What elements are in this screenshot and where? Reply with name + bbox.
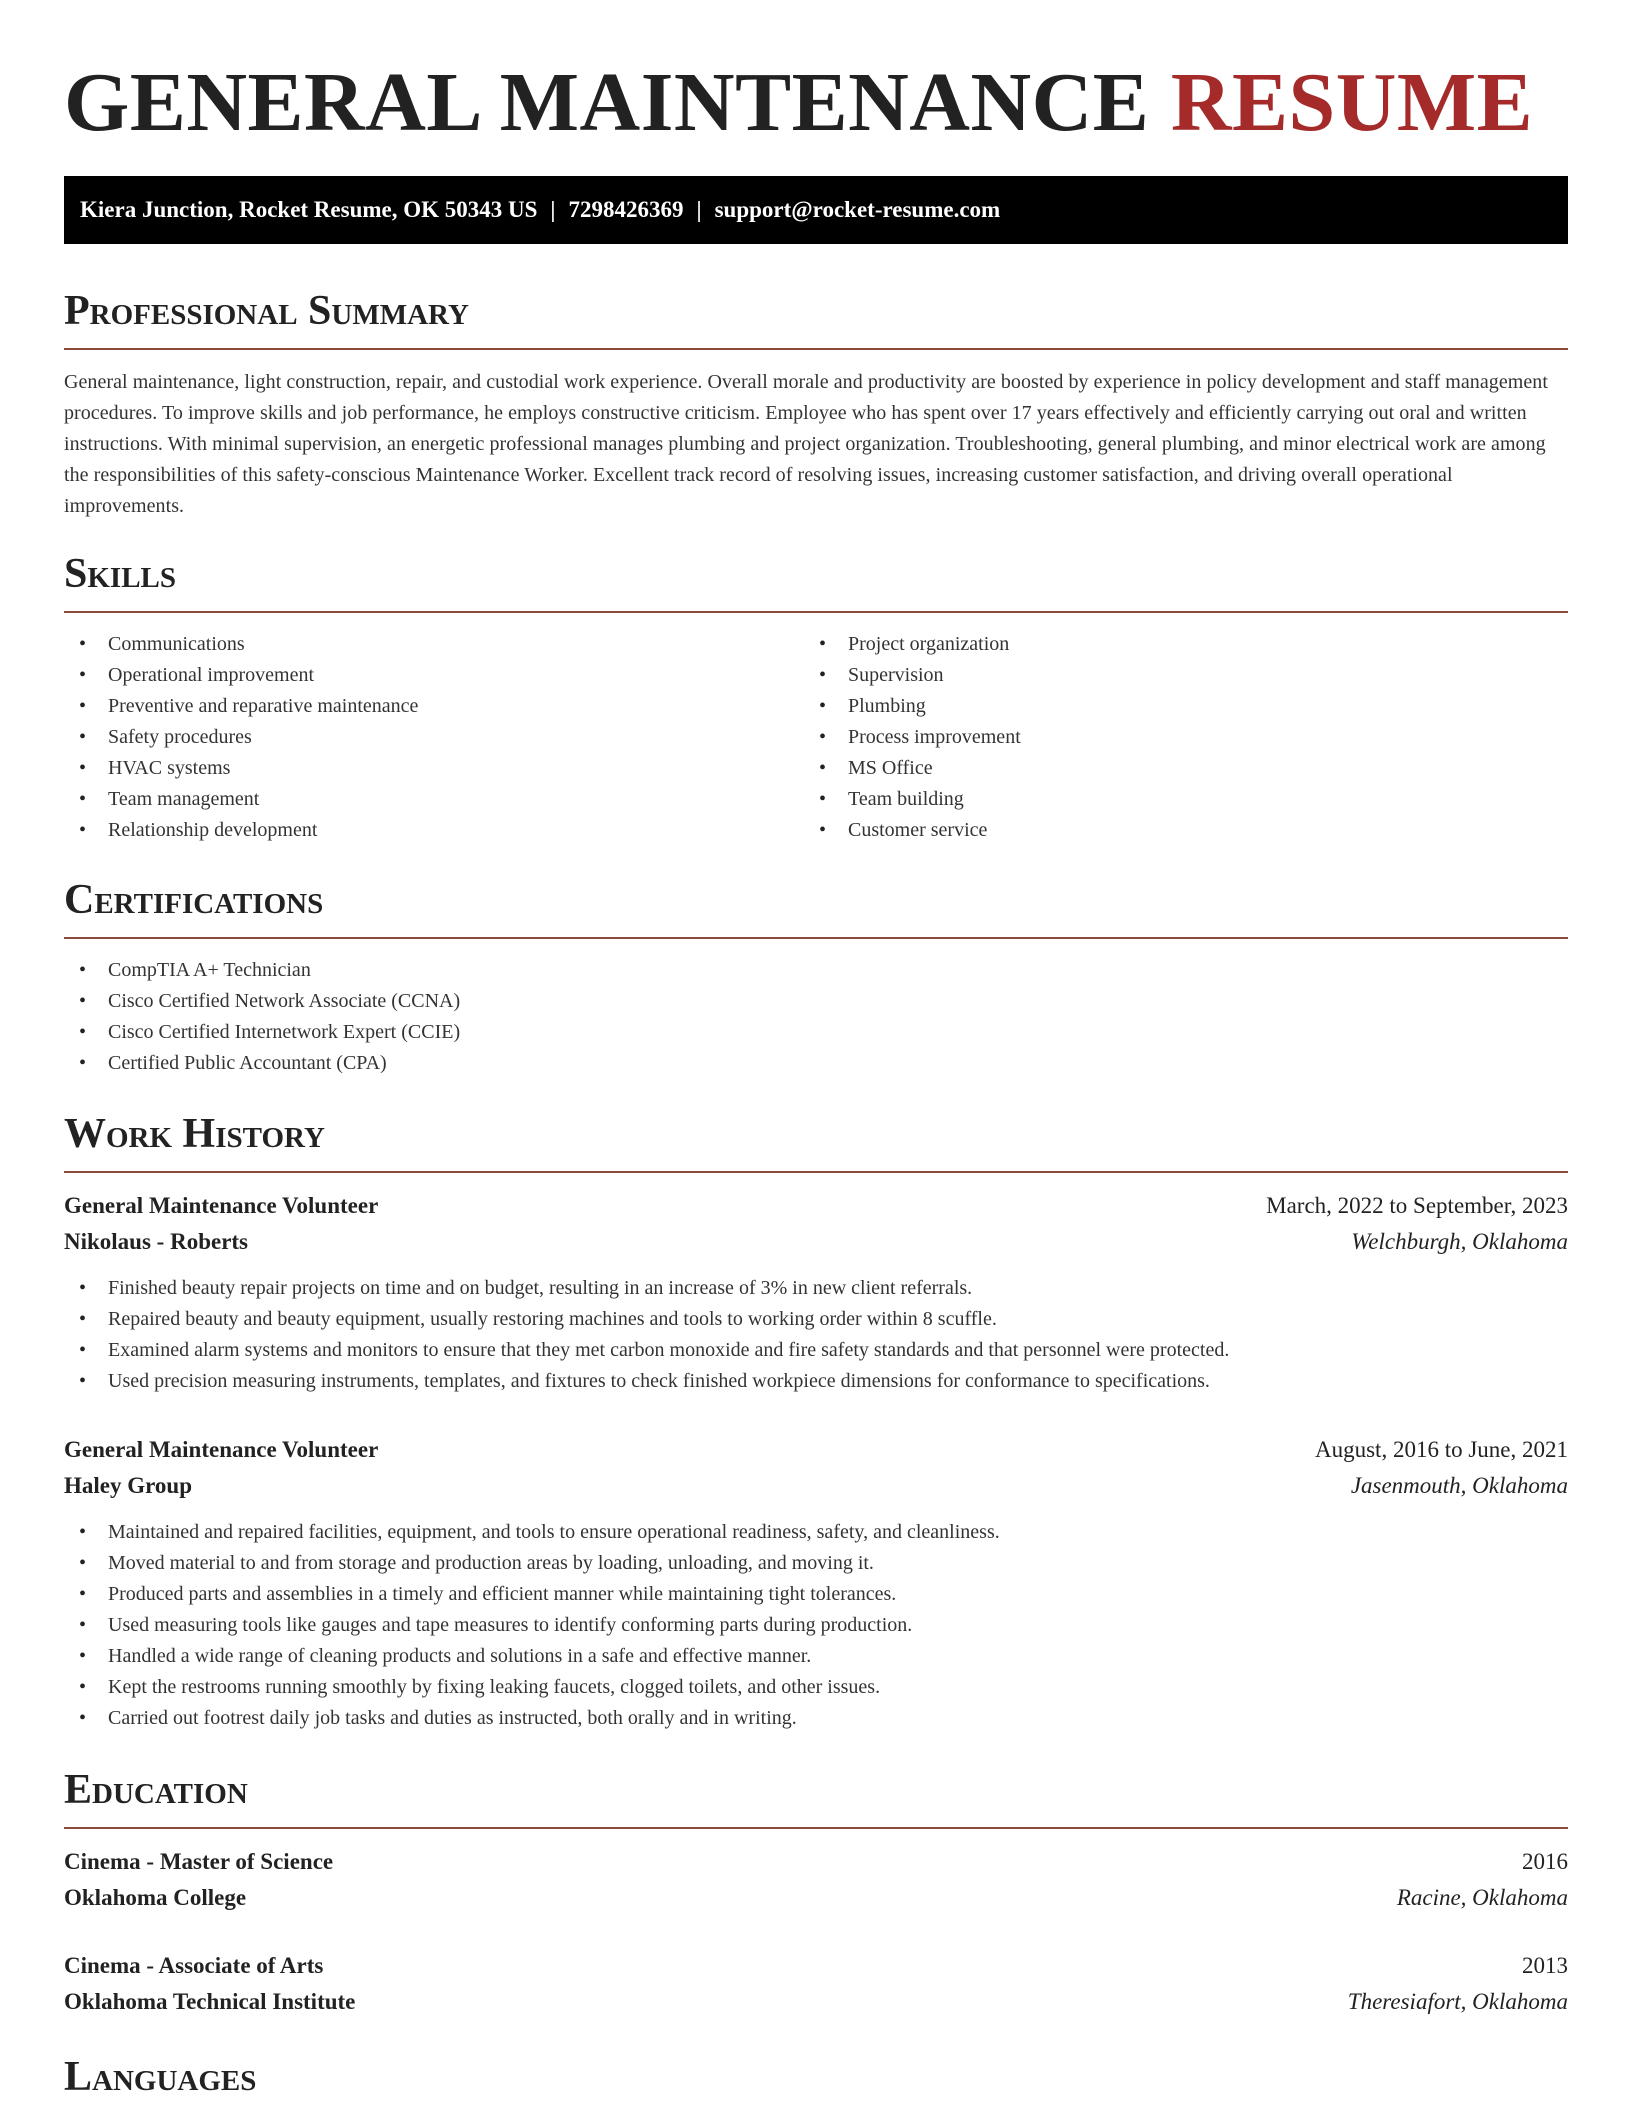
contact-separator: | — [696, 197, 702, 222]
job-duty: • Used measuring tools like gauges and tape measures to identify conforming parts during production. — [64, 1610, 1568, 1641]
contact-phone: 7298426369 — [568, 197, 684, 222]
education-degree: Cinema - Master of Science — [64, 1849, 334, 1874]
skill-item: • Team building — [804, 784, 1544, 815]
job-header-row — [64, 1432, 1568, 1468]
skill-item: • Plumbing — [804, 691, 1544, 722]
job-duty: • Finished beauty repair projects on time and on budget, resulting in an increase of 3% in new client referrals. — [64, 1273, 1568, 1304]
education-section — [64, 1765, 1568, 2020]
title-main: GENERAL MAINTENANCE — [64, 56, 1150, 149]
job-dates: August, 2016 to June, 2021 — [1315, 1437, 1568, 1462]
certifications-list — [64, 955, 1568, 1079]
skills-grid — [64, 629, 1568, 846]
job-duty: • Kept the restrooms running smoothly by fixing leaking faucets, clogged toilets, and other issues. — [64, 1672, 1568, 1703]
skill-item: • Team management — [64, 784, 804, 815]
education-location: Racine, Oklahoma — [1396, 1885, 1568, 1910]
job-duty: • Produced parts and assemblies in a timely and efficient manner while maintaining tight tolerances. — [64, 1579, 1568, 1610]
skills-section — [64, 549, 1568, 846]
section-title-skills: Skills — [64, 551, 177, 597]
contact-bar — [64, 176, 1568, 244]
skill-item: • Preventive and reparative maintenance — [64, 691, 804, 722]
work-history-section — [64, 1109, 1568, 1734]
job-duty: • Examined alarm systems and monitors to ensure that they met carbon monoxide and fire safety standards and that personnel were protected. — [64, 1335, 1568, 1366]
skill-item: • Supervision — [804, 660, 1544, 691]
education-school-row — [64, 1880, 1568, 1916]
education-school: Oklahoma Technical Institute — [64, 1989, 356, 2014]
job-header-row — [64, 1188, 1568, 1224]
education-header-row — [64, 1948, 1568, 1984]
certification-item: • Certified Public Accountant (CPA) — [64, 1048, 1568, 1079]
skill-item: • MS Office — [804, 753, 1544, 784]
education-year: 2013 — [1522, 1953, 1568, 1978]
education-entry — [64, 1844, 1568, 1916]
skills-list-right — [804, 629, 1544, 846]
section-divider — [64, 348, 1568, 350]
job-company: Nikolaus - Roberts — [64, 1229, 249, 1254]
job-duty: • Maintained and repaired facilities, equipment, and tools to ensure operational readiness, safety, and cleanliness. — [64, 1517, 1568, 1548]
education-year: 2016 — [1522, 1849, 1568, 1874]
section-title-certifications: Certifications — [64, 877, 324, 923]
job-company-row — [64, 1468, 1568, 1504]
title-accent: RESUME — [1170, 56, 1534, 149]
certification-item: • CompTIA A+ Technician — [64, 955, 1568, 986]
skill-item: • HVAC systems — [64, 753, 804, 784]
job-entry — [64, 1432, 1568, 1734]
section-title-work-history: Work History — [64, 1111, 325, 1157]
summary-section — [64, 286, 1568, 522]
certification-item: • Cisco Certified Network Associate (CCNA) — [64, 986, 1568, 1017]
certifications-section — [64, 875, 1568, 1079]
job-location: Jasenmouth, Oklahoma — [1350, 1473, 1568, 1498]
certification-item: • Cisco Certified Internetwork Expert (CCIE) — [64, 1017, 1568, 1048]
skill-item: • Project organization — [804, 629, 1544, 660]
contact-email[interactable]: support@rocket-resume.com — [714, 197, 1001, 222]
education-header-row — [64, 1844, 1568, 1880]
education-location: Theresiafort, Oklahoma — [1347, 1989, 1568, 2014]
job-title: General Maintenance Volunteer — [64, 1193, 379, 1218]
skill-item: • Process improvement — [804, 722, 1544, 753]
job-title: General Maintenance Volunteer — [64, 1437, 379, 1462]
skill-item: • Operational improvement — [64, 660, 804, 691]
document-title — [64, 58, 1568, 148]
skill-item: • Safety procedures — [64, 722, 804, 753]
section-title-summary: Professional Summary — [64, 288, 469, 334]
section-divider — [64, 937, 1568, 939]
languages-section — [64, 2052, 1568, 2102]
skill-item: • Communications — [64, 629, 804, 660]
job-duty: • Moved material to and from storage and production areas by loading, unloading, and moving it. — [64, 1548, 1568, 1579]
job-duty: • Carried out footrest daily job tasks and duties as instructed, both orally and in writing. — [64, 1703, 1568, 1734]
section-title-languages: Languages — [64, 2054, 257, 2100]
education-school: Oklahoma College — [64, 1885, 247, 1910]
contact-address: Kiera Junction, Rocket Resume, OK 50343 US — [80, 197, 538, 222]
skills-list-left — [64, 629, 804, 846]
contact-separator: | — [550, 197, 556, 222]
education-entry — [64, 1948, 1568, 2020]
job-company: Haley Group — [64, 1473, 193, 1498]
job-duty: • Used precision measuring instruments, templates, and fixtures to check finished workpiece dimensions for conformance to specifications. — [64, 1366, 1568, 1397]
education-school-row — [64, 1984, 1568, 2020]
job-duties-list — [64, 1517, 1568, 1734]
education-degree: Cinema - Associate of Arts — [64, 1953, 324, 1978]
job-dates: March, 2022 to September, 2023 — [1266, 1193, 1568, 1218]
section-divider — [64, 1171, 1568, 1173]
section-divider — [64, 1827, 1568, 1829]
skill-item: • Customer service — [804, 815, 1544, 846]
job-duty: • Repaired beauty and beauty equipment, usually restoring machines and tools to working order within 8 scuffle. — [64, 1304, 1568, 1335]
summary-text: General maintenance, light construction, repair, and custodial work experience. Overall morale and productivity are boosted by experience in policy development and staff management procedures. To improve skills and job performance, he employs constructive criticism. Employee who has spent over 17 years effectively and efficiently carrying out oral and written instructions. With minimal supervision, an energetic professional manages plumbing and project organization. Troubleshooting, general plumbing, and minor electrical work are among the responsibilities of this safety-conscious Maintenance Worker. Excellent track record of resolving issues, increasing customer satisfaction, and driving overall operational improvements. — [64, 371, 1548, 517]
resume-page — [64, 0, 1568, 2100]
job-duty: • Handled a wide range of cleaning products and solutions in a safe and effective manner. — [64, 1641, 1568, 1672]
section-divider — [64, 611, 1568, 613]
job-entry — [64, 1188, 1568, 1397]
section-title-education: Education — [64, 1767, 248, 1813]
job-company-row — [64, 1224, 1568, 1260]
job-duties-list — [64, 1273, 1568, 1397]
job-location: Welchburgh, Oklahoma — [1351, 1229, 1568, 1254]
skill-item: • Relationship development — [64, 815, 804, 846]
